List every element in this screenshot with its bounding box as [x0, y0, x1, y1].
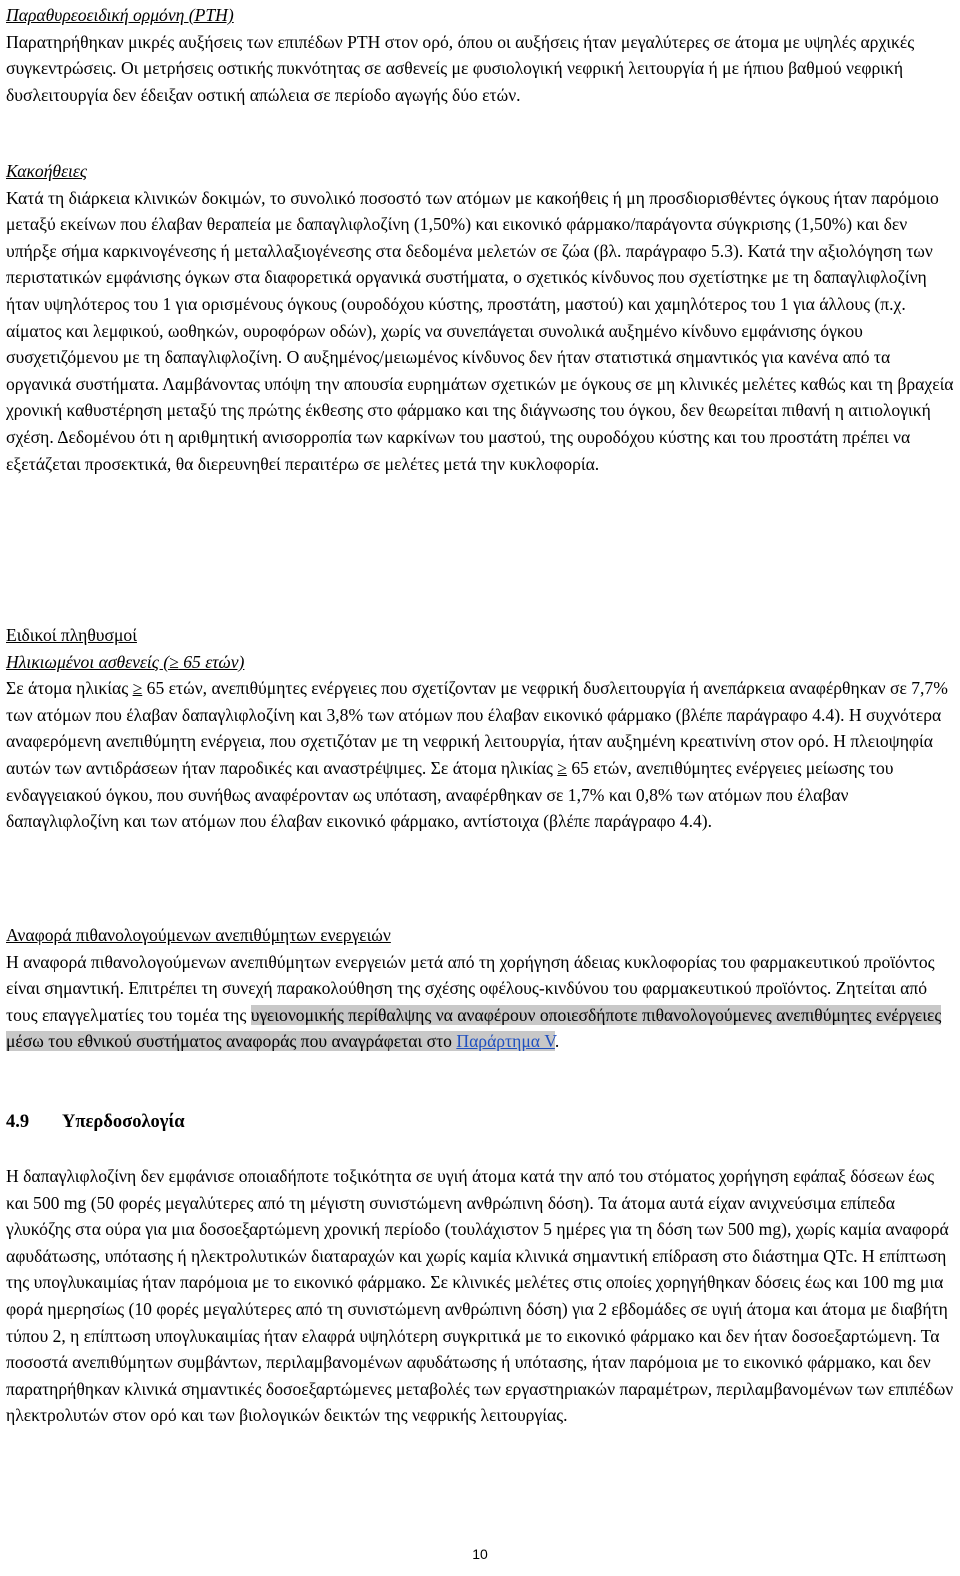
pth-heading: Παραθυρεοειδική ορμόνη (PTH) [6, 5, 234, 25]
annex-v-link[interactable]: Παράρτημα V [456, 1031, 555, 1052]
reporting-heading: Αναφορά πιθανολογούμενων ανεπιθύμητων ενεργειών [6, 925, 391, 945]
greater-equal-symbol [557, 758, 567, 778]
special-populations-heading: Ειδικοί πληθυσμοί [6, 625, 137, 645]
malignancies-paragraph: Κατά τη διάρκεια κλινικών δοκιμών, το συνολικό ποσοστό των ατόμων με κακοήθεις ή μη προσδιορισθέντες όγκους ήταν παρόμοιο μεταξύ εκείνων που έλαβαν θεραπεία με δαπαγλιφλοζίνη (1,50%) και εικονικό φάρμακο/παράγοντα σύγκρισης (1,50%) και δεν υπήρξε σήμα καρκινογένεσης ή μεταλλαξιογένεσης στα δεδομένα μελετών σε ζώα (βλ. παράγραφο 5.3). Κατά την αξιολόγηση των περιστατικών εμφάνισης όγκων στα διαφορετικά οργανικά συστήματα, ο σχετικός κίνδυνος που σχετίστηκε με τη δαπαγλιφλοζίνη ήταν υψηλότερος του 1 για ορισμένους όγκους (ουροδόχου κύστης, προστάτη, μαστού) και χαμηλότερος του 1 για άλλους (π.χ. αίματος και λεμφικού, ωοθηκών, ουροφόρων οδών), χωρίς να συνεπάγεται συνολικά αυξημένο κίνδυνο εμφάνισης όγκου συσχετιζόμενου με τη δαπαγλιφλοζίνη. Ο αυξημένος/μειωμένος κίνδυνος δεν ήταν στατιστικά σημαντικός για κανένα από τα οργανικά συστήματα. Λαμβάνοντας υπόψη την απουσία ευρημάτων σχετικών με όγκους σε μη κλινικές μελέτες καθώς και τη βραχεία χρονική καθυστέρηση μεταξύ της πρώτης έκθεσης στο φάρμακο και της διάγνωσης του όγκου, δεν θεωρείται πιθανή η αιτιολογική σχέση. Δεδομένου ότι η αριθμητική ανισορροπία των καρκίνων του μαστού, της ουροδόχου κύστης και του προστάτη πρέπει να εξετάζεται προσεκτικά, θα διερευνηθεί περαιτέρω σε μελέτες μετά την κυκλοφορία. [6, 187, 954, 474]
page-number: 10 [472, 1546, 488, 1562]
overdose-heading [6, 1112, 954, 1133]
reporting-paragraph [6, 949, 954, 1055]
overdose-section [6, 1112, 954, 1133]
reporting-tail: . [554, 1031, 560, 1052]
reporting-text: Η αναφορά πιθανολογούμενων ανεπιθύμητων ενεργειών μετά από τη χορήγηση άδειας κυκλοφορίας του φαρμακευτικού προϊόντος είναι σημαντική. Επιτρέπει τη συνεχή παρακολούθηση της σχέσης οφέλους-κινδύνου του φαρμακευτικού προϊόντος. Ζητείται από τους επαγγελματίες του τομέα της [6, 951, 935, 1025]
section-number: 4.9 [6, 1112, 30, 1132]
overdose-body [6, 1163, 954, 1429]
elderly-text-2: 65 ετών, ανεπιθύμητες ενέργειες που σχετίζονταν με νεφρική δυσλειτουργία ή ανεπάρκεια αναφέρθηκαν σε 7,7% των ατόμων που έλαβαν δαπαγλιφλοζίνη και 3,8% των ατόμων που έλαβαν εικονικό φάρμακο (βλέπε παράγραφο 4.4). Η συχνότερα αναφερόμενη ανεπιθύμητη ενέργεια, που σχετιζόταν με τη νεφρική λειτουργία, ήταν αυξημένη κρεατινίνη στον ορό. Η πλειοψηφία αυτών των αντιδράσεων ήταν παροδικές και αναστρέψιμες. Σε άτομα ηλικίας [6, 678, 948, 778]
reporting-section [6, 922, 954, 1055]
pth-paragraph: Παρατηρήθηκαν μικρές αυξήσεις των επιπέδων PTH στον ορό, όπου οι αυξήσεις ήταν μεγαλύτερες σε άτομα με υψηλές αρχικές συγκεντρώσεις. Οι μετρήσεις οστικής πυκνότητας σε ασθενείς με φυσιολογική νεφρική λειτουργία ή με ήπιου βαθμού νεφρική δυσλειτουργία δεν έδειξαν οστική απώλεια σε περίοδο αγωγής δύο ετών. [6, 31, 915, 105]
greater-equal-symbol [169, 652, 179, 672]
elderly-subheading-age: 65 ετών) [178, 651, 245, 672]
special-populations-section [6, 622, 954, 835]
reporting-highlighted-text: υγειονομικής περίθαλψης να αναφέρουν οποιεσδήποτε πιθανολογούμενες ανεπιθύμητες ενέργειες μέσω του εθνικού συστήματος αναφοράς που αναγράφεται στο [6, 1004, 942, 1052]
elderly-subheading-text: Ηλικιωμένοι ασθενείς ( [6, 651, 170, 672]
elderly-subheading [6, 649, 954, 676]
pth-section [6, 2, 954, 108]
elderly-text-3: 65 ετών, ανεπιθύμητες ενέργειες μείωσης του ενδαγγειακού όγκου, που συνήθως αναφέρονταν ως υπόταση, αναφέρθηκαν σε 1,7% και 0,8% των ατόμων που έλαβαν δαπαγλιφλοζίνη και των ατόμων που έλαβαν εικονικό φάρμακο, αντίστοιχα (βλέπε παράγραφο 4.4). [6, 757, 894, 832]
malignancies-section [6, 158, 954, 477]
malignancies-heading: Κακοήθειες [6, 161, 87, 181]
section-title: Υπερδοσολογία [62, 1112, 185, 1132]
elderly-text-1: Σε άτομα ηλικίας [6, 678, 129, 699]
overdose-paragraph: Η δαπαγλιφλοζίνη δεν εμφάνισε οποιαδήποτε τοξικότητα σε υγιή άτομα κατά την από του στόματος χορήγηση εφάπαξ δόσεων έως και 500 mg (50 φορές μεγαλύτερες από τη μέγιστη συνιστώμενη ανθρώπινη δόση). Τα άτομα αυτά είχαν ανιχνεύσιμα επίπεδα γλυκόζης στα ούρα για μια δοσοεξαρτώμενη χρονική περίοδο (τουλάχιστον 5 ημέρες για τη δόση των 500 mg), χωρίς καμία αναφορά αφυδάτωσης, υπότασης ή ηλεκτρολυτικών διαταραχών και χωρίς καμία κλινικά σημαντική επίδραση στο διάστημα QTc. Η επίπτωση της υπογλυκαιμίας ήταν παρόμοια με το εικονικό φάρμακο. Σε κλινικές μελέτες στις οποίες χορηγήθηκαν δόσεις έως και 100 mg μια φορά ημερησίως (10 φορές μεγαλύτερες από τη συνιστώμενη ανθρώπινη δόση) για 2 εβδομάδες σε υγιή άτομα και άτομα με διαβήτη τύπου 2, η επίπτωση υπογλυκαιμίας ήταν ελαφρά υψηλότερη συγκριτικά με το εικονικό φάρμακο και δεν ήταν δοσοεξαρτώμενη. Τα ποσοστά ανεπιθύμητων συμβάντων, περιλαμβανομένων αφυδάτωσης ή υπότασης, ήταν παρόμοια με το εικονικό φάρμακο, και δεν παρατηρήθηκαν κλινικά σημαντικές δοσοεξαρτώμενες μεταβολές των εργαστηριακών παραμέτρων, περιλαμβανομένων των επιπέδων ηλεκτρολυτών στον ορό και των βιολογικών δεικτών της νεφρικής λειτουργίας. [6, 1166, 954, 1426]
elderly-paragraph [6, 675, 954, 835]
greater-equal-symbol [133, 678, 143, 698]
